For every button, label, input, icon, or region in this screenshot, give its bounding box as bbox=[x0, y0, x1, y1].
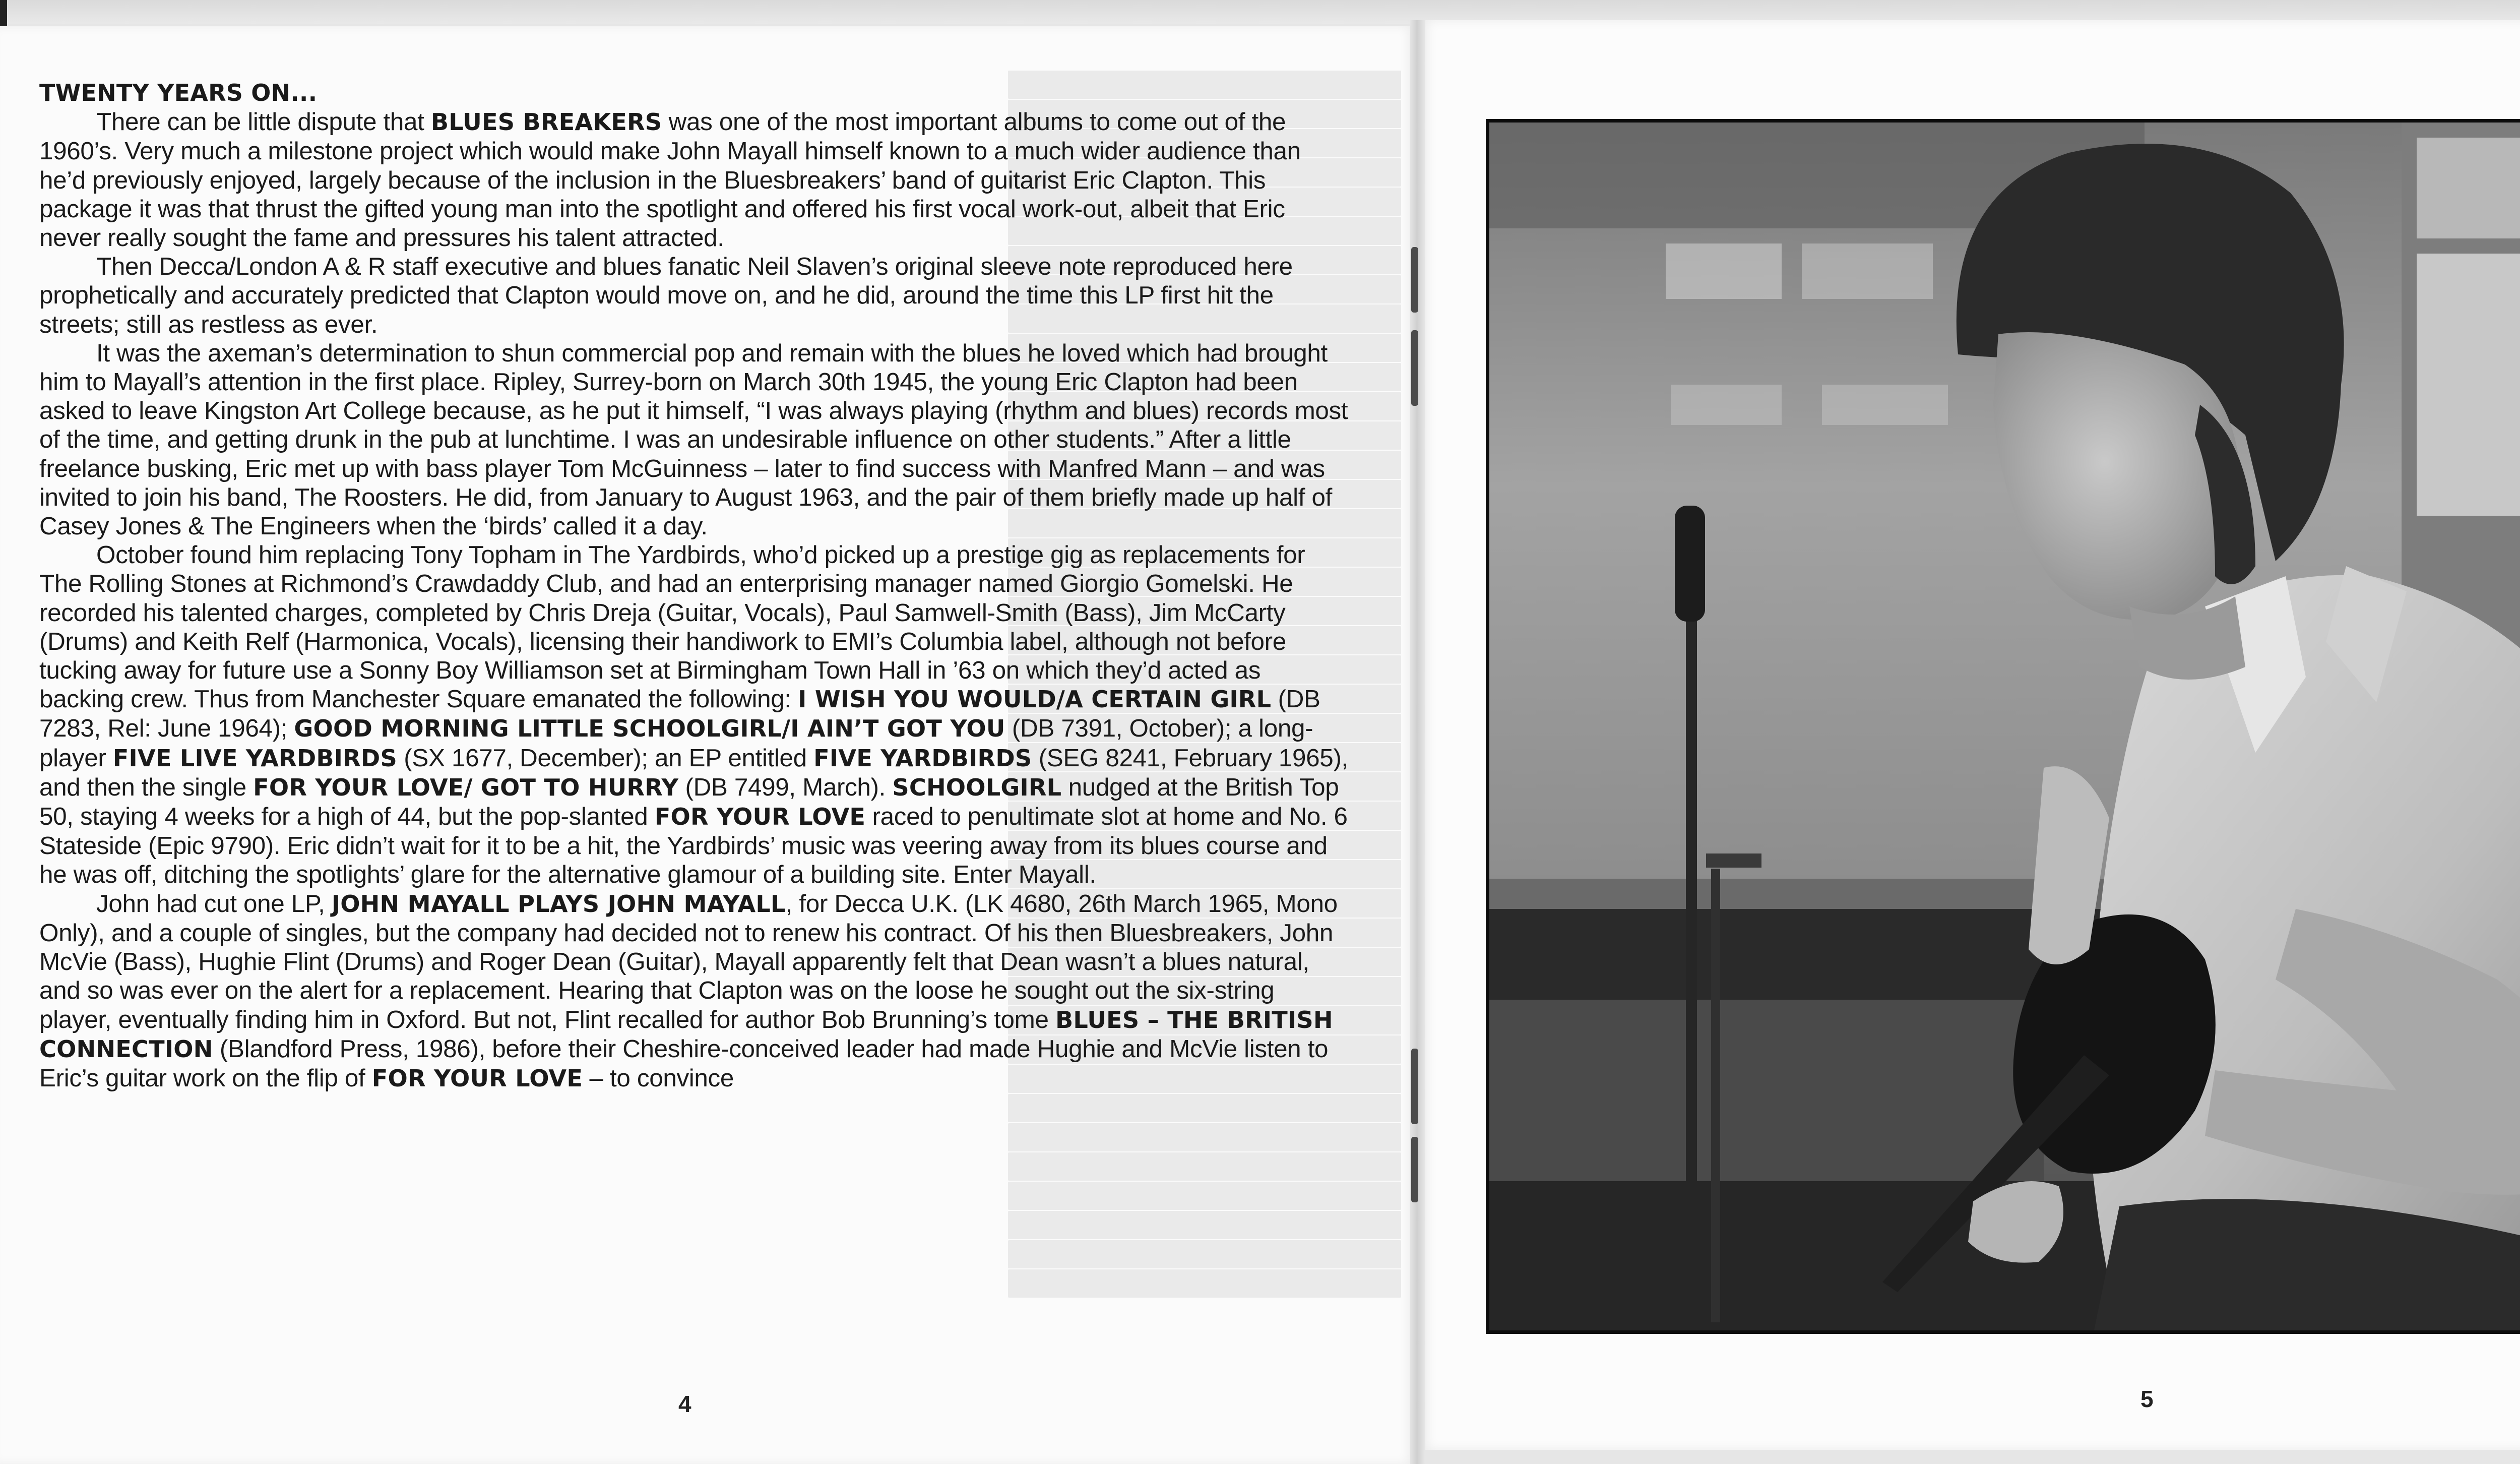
text-run: John had cut one LP, bbox=[96, 889, 332, 918]
text-run: nudged at the British Top 50, staying 4 weeks for a high of 44, but the pop-slanted bbox=[39, 773, 1339, 831]
text-run: , for Decca U.K. (LK 4680, 26th March 1965, Mono Only), and a couple of singles, but the company had decided not to renew his contract. Of his then Bluesbreakers, John McVie (Bass), Hughie Flint (Drums) and Roger Dean (Guitar), Mayall apparently felt that Dean wasn’t a blues natural, and so was ever on the alert for a replacement. Hearing that Clapton was on the loose he sought out the six-string player, eventually finding him in Oxford. But not, Flint recalled for author Bob Brunning’s tome bbox=[39, 889, 1338, 1033]
text-run: (Blandford Press, 1986), before their Cheshire-conceived leader had made Hughie and McVie listen to Eric’s guitar work on the flip of bbox=[39, 1034, 1329, 1092]
text-run: There can be little dispute that bbox=[96, 108, 431, 136]
mic-stand bbox=[1686, 546, 1697, 1322]
bold-title: FOR YOUR LOVE bbox=[371, 1064, 583, 1092]
text-run: October found him replacing Tony Topham in The Yardbirds, who’d picked up a prestige gig as replacements for The Rolling Stones at Richmond’s Crawdaddy Club, and had an enterprising manager named Giorgio Gomelski. He recorded his talented charges, completed by Chris Dreja (Guitar, Vocals), Paul Samwell-Smith (Bass), Jim McCarty (Drums) and Keith Relf (Harmonica, Vocals), licensing their handiwork to EMI’s Columbia label, although not before tucking away for future use a Sonny Boy Williamson set at Birmingham Town Hall in ’63 on which they’d acted as backing crew. Thus from Manchester Square emanated the following: bbox=[39, 541, 1305, 713]
window-pane bbox=[2417, 254, 2520, 516]
paragraph bbox=[39, 252, 1350, 339]
text-run: (SX 1677, December); an EP entitled bbox=[397, 744, 814, 772]
text-run: – to convince bbox=[583, 1064, 734, 1092]
text-run: was one of the most important albums to come out of the 1960’s. Very much a milestone project which would make John Mayall himself known to a much wider audience than he’d previously enjoyed, largely because of the inclusion in the Bluesbreakers’ band of guitarist Eric Clapton. This package it was that thrust the gifted young man into the spotlight and offered his first vocal work-out, albeit that Eric never really sought the fame and pressures his talent attracted. bbox=[39, 108, 1301, 252]
microphone bbox=[1675, 506, 1705, 622]
page-number-right: 5 bbox=[2140, 1386, 2154, 1412]
text-run: (DB 7283, Rel: June 1964); bbox=[39, 685, 1320, 743]
window-pane bbox=[2417, 138, 2520, 238]
bold-title: SCHOOLGIRL bbox=[892, 773, 1062, 801]
bold-title: GOOD MORNING LITTLE SCHOOLGIRL/I AIN’T GOT YOU bbox=[294, 715, 1005, 743]
floor-shadow bbox=[1489, 1181, 2195, 1330]
bold-title: FOR YOUR LOVE bbox=[654, 803, 866, 831]
text-run: raced to penultimate slot at home and No. 6 Stateside (Epic 9790). Eric didn’t wait for it to be a hit, the Yardbirds’ music was veering away from its blues course and he was off, ditching the spotlights’ glare for the alternative glamour of a building site. Enter Mayall. bbox=[39, 803, 1348, 889]
text-run: (DB 7499, March). bbox=[678, 773, 893, 801]
bold-title: FIVE LIVE YARDBIRDS bbox=[112, 744, 397, 772]
light-patch bbox=[1822, 385, 1948, 425]
text-run: (SEG 8241, February 1965), and then the single bbox=[39, 744, 1348, 801]
bold-title: BLUES – THE BRITISH CONNECTION bbox=[39, 1006, 1333, 1063]
mic-stand-leg bbox=[1711, 869, 1720, 1322]
staple-top bbox=[1411, 247, 1418, 313]
photo-illustration bbox=[1489, 123, 2520, 1330]
text-run: (DB 7391, October); a long-player bbox=[39, 714, 1313, 772]
bold-title: FIVE YARDBIRDS bbox=[813, 744, 1032, 772]
paragraph bbox=[39, 339, 1350, 540]
article-text bbox=[39, 79, 1350, 1093]
paragraph bbox=[39, 540, 1350, 889]
bold-title: JOHN MAYALL PLAYS JOHN MAYALL bbox=[331, 890, 786, 918]
paragraph bbox=[39, 889, 1350, 1093]
scan-corner-mark bbox=[0, 0, 7, 26]
staple-bottom bbox=[1411, 1049, 1418, 1124]
bold-title: FOR YOUR LOVE/ GOT TO HURRY bbox=[253, 773, 679, 801]
staple-top-2 bbox=[1411, 330, 1418, 406]
article-heading: TWENTY YEARS ON... bbox=[39, 79, 318, 106]
page-number-left: 4 bbox=[678, 1391, 691, 1417]
light-patch bbox=[1802, 243, 1933, 299]
mic-stand-clamp bbox=[1706, 853, 1761, 868]
spine-gutter bbox=[1410, 20, 1425, 1464]
bold-title: BLUES BREAKERS bbox=[430, 108, 662, 136]
light-patch bbox=[1671, 385, 1782, 425]
staple-bottom-2 bbox=[1411, 1137, 1418, 1202]
article-body bbox=[39, 107, 1350, 1093]
light-patch bbox=[1666, 243, 1782, 299]
guitarist-photo bbox=[1486, 119, 2520, 1334]
paragraph bbox=[39, 107, 1350, 252]
text-run: It was the axeman’s determination to shun commercial pop and remain with the blues he loved which had brought him to Mayall’s attention in the first place. Ripley, Surrey-born on March 30th 1945, the young Eric Clapton had been asked to leave Kingston Art College because, as he put it himself, “I was always playing (rhythm and blues) records most of the time, and getting drunk in the pub at lunchtime. I was an undesirable influence on other students.” After a little freelance busking, Eric met up with bass player Tom McGuinness – later to find success with Manfred Mann – and was invited to join his band, The Roosters. He did, from January to August 1963, and the pair of them briefly made up half of Casey Jones & The Engineers when the ‘birds’ called it a day. bbox=[39, 339, 1348, 540]
bold-title: I WISH YOU WOULD/A CERTAIN GIRL bbox=[798, 686, 1272, 713]
text-run: Then Decca/London A & R staff executive and blues fanatic Neil Slaven’s original sleeve note reproduced here prophetically and accurately predicted that Clapton would move on, and he did, around the time this LP first hit the streets; still as restless as ever. bbox=[39, 253, 1293, 338]
